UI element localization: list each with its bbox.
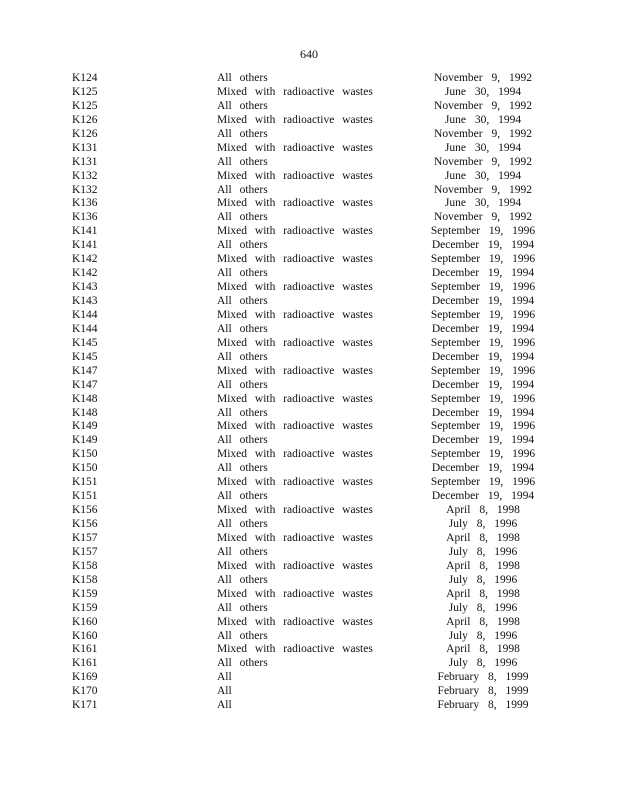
effective-date: December 19, 1994 xyxy=(431,434,535,447)
effective-date: December 19, 1994 xyxy=(431,462,535,475)
waste-subcategory: Mixed with radioactive wastes xyxy=(217,336,373,349)
effective-date: April 8, 1998 xyxy=(446,615,520,628)
effective-date: December 19, 1994 xyxy=(431,239,535,252)
table-row xyxy=(0,420,618,434)
waste-code: K142 xyxy=(72,267,98,280)
effective-date: December 19, 1994 xyxy=(431,322,535,335)
waste-code: K136 xyxy=(72,211,98,224)
waste-code: K147 xyxy=(72,378,98,391)
waste-subcategory: All others xyxy=(217,72,268,84)
waste-subcategory: All xyxy=(217,671,232,684)
effective-date: December 19, 1994 xyxy=(431,378,535,391)
table-row xyxy=(0,337,618,351)
effective-date: June 30, 1994 xyxy=(444,197,522,210)
table-row xyxy=(0,518,618,532)
effective-date: December 19, 1994 xyxy=(431,406,535,419)
waste-subcategory: Mixed with radioactive wastes xyxy=(217,504,373,517)
waste-subcategory: All others xyxy=(217,183,268,196)
waste-code: K131 xyxy=(72,155,98,168)
table-row xyxy=(0,630,618,644)
waste-code: K145 xyxy=(72,336,98,349)
waste-subcategory: All others xyxy=(217,462,268,475)
waste-subcategory: All others xyxy=(217,211,268,224)
effective-date: December 19, 1994 xyxy=(431,490,535,503)
table-row xyxy=(0,142,618,156)
waste-subcategory: All others xyxy=(217,127,268,140)
waste-code: K158 xyxy=(72,559,98,572)
waste-subcategory: All others xyxy=(217,629,268,642)
waste-subcategory: All xyxy=(217,699,232,712)
table-row xyxy=(0,462,618,476)
waste-subcategory: Mixed with radioactive wastes xyxy=(217,225,373,238)
waste-code: K161 xyxy=(72,657,98,670)
waste-subcategory: All others xyxy=(217,573,268,586)
waste-code: K149 xyxy=(72,434,98,447)
effective-date: April 8, 1998 xyxy=(446,643,520,656)
waste-code: K151 xyxy=(72,476,98,489)
waste-subcategory: Mixed with radioactive wastes xyxy=(217,364,373,377)
waste-code: K142 xyxy=(72,253,98,266)
waste-subcategory: Mixed with radioactive wastes xyxy=(217,281,373,294)
effective-date: December 19, 1994 xyxy=(431,295,535,307)
waste-code: K148 xyxy=(72,392,98,405)
effective-date: July 8, 1996 xyxy=(448,629,518,642)
waste-subcategory: Mixed with radioactive wastes xyxy=(217,615,373,628)
effective-date: September 19, 1996 xyxy=(430,253,536,266)
waste-subcategory: Mixed with radioactive wastes xyxy=(217,141,373,154)
table-row xyxy=(0,309,618,323)
table-row xyxy=(0,393,618,407)
table-row xyxy=(0,197,618,211)
table-row xyxy=(0,170,618,184)
effective-date: July 8, 1996 xyxy=(448,545,518,558)
table-row xyxy=(0,379,618,393)
table-row xyxy=(0,699,618,713)
effective-date: September 19, 1996 xyxy=(430,308,536,321)
effective-date: September 19, 1996 xyxy=(430,476,536,489)
effective-date: April 8, 1998 xyxy=(446,587,520,600)
waste-subcategory: Mixed with radioactive wastes xyxy=(217,587,373,600)
effective-date: February 8, 1999 xyxy=(437,699,529,712)
waste-code: K169 xyxy=(72,671,98,684)
table-row xyxy=(0,546,618,560)
table-row xyxy=(0,448,618,462)
waste-code: K144 xyxy=(72,322,98,335)
waste-subcategory: All xyxy=(217,685,232,698)
effective-date: June 30, 1994 xyxy=(444,141,522,154)
waste-code: K124 xyxy=(72,72,98,84)
waste-code: K145 xyxy=(72,350,98,363)
waste-subcategory: All others xyxy=(217,239,268,252)
effective-date: September 19, 1996 xyxy=(430,336,536,349)
table-row xyxy=(0,560,618,574)
effective-date: July 8, 1996 xyxy=(448,518,518,530)
waste-subcategory: Mixed with radioactive wastes xyxy=(217,448,373,461)
table-row xyxy=(0,114,618,128)
waste-code: K150 xyxy=(72,448,98,461)
waste-code: K147 xyxy=(72,364,98,377)
waste-subcategory: Mixed with radioactive wastes xyxy=(217,308,373,321)
effective-date: November 9, 1992 xyxy=(434,127,532,140)
waste-code: K151 xyxy=(72,490,98,503)
table-row xyxy=(0,434,618,448)
effective-date: November 9, 1992 xyxy=(434,183,532,196)
table-row xyxy=(0,602,618,616)
waste-code: K171 xyxy=(72,699,98,712)
waste-subcategory: All others xyxy=(217,490,268,503)
waste-code: K125 xyxy=(72,99,98,112)
effective-date: November 9, 1992 xyxy=(434,211,532,224)
table-row xyxy=(0,156,618,170)
table-row xyxy=(0,643,618,657)
table-row xyxy=(0,490,618,504)
effective-date: September 19, 1996 xyxy=(430,420,536,433)
effective-date: September 19, 1996 xyxy=(430,448,536,461)
table-row xyxy=(0,239,618,253)
waste-subcategory: All others xyxy=(217,350,268,363)
waste-code: K150 xyxy=(72,462,98,475)
effective-date: July 8, 1996 xyxy=(448,657,518,670)
waste-code: K149 xyxy=(72,420,98,433)
table-row xyxy=(0,267,618,281)
effective-date: April 8, 1998 xyxy=(446,504,520,517)
waste-code: K125 xyxy=(72,85,98,98)
waste-subcategory: Mixed with radioactive wastes xyxy=(217,85,373,98)
effective-date: June 30, 1994 xyxy=(444,85,522,98)
table-row xyxy=(0,351,618,365)
effective-date: June 30, 1994 xyxy=(444,169,522,182)
waste-code: K132 xyxy=(72,169,98,182)
waste-code: K143 xyxy=(72,281,98,294)
table-row xyxy=(0,72,618,86)
effective-date: July 8, 1996 xyxy=(448,573,518,586)
table-row xyxy=(0,253,618,267)
waste-code: K131 xyxy=(72,141,98,154)
effective-date: September 19, 1996 xyxy=(430,364,536,377)
effective-date: February 8, 1999 xyxy=(437,671,529,684)
waste-subcategory: Mixed with radioactive wastes xyxy=(217,113,373,126)
waste-subcategory: Mixed with radioactive wastes xyxy=(217,531,373,544)
waste-subcategory: Mixed with radioactive wastes xyxy=(217,643,373,656)
waste-code: K161 xyxy=(72,643,98,656)
effective-date: June 30, 1994 xyxy=(444,113,522,126)
waste-code: K126 xyxy=(72,127,98,140)
waste-code: K148 xyxy=(72,406,98,419)
waste-code: K157 xyxy=(72,545,98,558)
waste-subcategory: All others xyxy=(217,378,268,391)
effective-date: April 8, 1998 xyxy=(446,559,520,572)
waste-code: K160 xyxy=(72,629,98,642)
waste-code: K156 xyxy=(72,518,98,530)
effective-date: September 19, 1996 xyxy=(430,225,536,238)
table-row xyxy=(0,365,618,379)
table-row xyxy=(0,281,618,295)
waste-subcategory: All others xyxy=(217,155,268,168)
waste-subcategory: All others xyxy=(217,295,268,307)
waste-subcategory: All others xyxy=(217,518,268,530)
waste-subcategory: All others xyxy=(217,99,268,112)
waste-subcategory: All others xyxy=(217,267,268,280)
waste-subcategory: Mixed with radioactive wastes xyxy=(217,559,373,572)
table-row xyxy=(0,407,618,421)
effective-date: November 9, 1992 xyxy=(434,155,532,168)
page-number: 640 xyxy=(300,47,318,61)
waste-subcategory: All others xyxy=(217,406,268,419)
table-row xyxy=(0,100,618,114)
waste-subcategory: All others xyxy=(217,545,268,558)
table-row xyxy=(0,574,618,588)
effective-date: December 19, 1994 xyxy=(431,267,535,280)
waste-code: K170 xyxy=(72,685,98,698)
waste-code-table xyxy=(0,72,618,713)
table-row xyxy=(0,504,618,518)
table-row xyxy=(0,225,618,239)
waste-code: K158 xyxy=(72,573,98,586)
table-row xyxy=(0,532,618,546)
effective-date: February 8, 1999 xyxy=(437,685,529,698)
waste-subcategory: All others xyxy=(217,657,268,670)
waste-code: K144 xyxy=(72,308,98,321)
waste-subcategory: Mixed with radioactive wastes xyxy=(217,253,373,266)
table-row xyxy=(0,323,618,337)
effective-date: April 8, 1998 xyxy=(446,531,520,544)
table-row xyxy=(0,588,618,602)
table-row xyxy=(0,184,618,198)
waste-subcategory: All others xyxy=(217,601,268,614)
table-row xyxy=(0,671,618,685)
waste-code: K159 xyxy=(72,601,98,614)
waste-code: K143 xyxy=(72,295,98,307)
waste-code: K141 xyxy=(72,239,98,252)
waste-code: K132 xyxy=(72,183,98,196)
effective-date: July 8, 1996 xyxy=(448,601,518,614)
table-row xyxy=(0,657,618,671)
table-row xyxy=(0,211,618,225)
waste-subcategory: All others xyxy=(217,434,268,447)
effective-date: November 9, 1992 xyxy=(434,99,532,112)
waste-code: K126 xyxy=(72,113,98,126)
table-row xyxy=(0,685,618,699)
table-row xyxy=(0,616,618,630)
table-row xyxy=(0,295,618,309)
waste-subcategory: Mixed with radioactive wastes xyxy=(217,197,373,210)
waste-subcategory: Mixed with radioactive wastes xyxy=(217,392,373,405)
waste-code: K141 xyxy=(72,225,98,238)
table-row xyxy=(0,128,618,142)
waste-subcategory: All others xyxy=(217,322,268,335)
effective-date: September 19, 1996 xyxy=(430,281,536,294)
table-row xyxy=(0,476,618,490)
waste-subcategory: Mixed with radioactive wastes xyxy=(217,476,373,489)
waste-subcategory: Mixed with radioactive wastes xyxy=(217,420,373,433)
waste-code: K157 xyxy=(72,531,98,544)
waste-subcategory: Mixed with radioactive wastes xyxy=(217,169,373,182)
waste-code: K160 xyxy=(72,615,98,628)
waste-code: K136 xyxy=(72,197,98,210)
table-row xyxy=(0,86,618,100)
effective-date: December 19, 1994 xyxy=(431,350,535,363)
waste-code: K156 xyxy=(72,504,98,517)
effective-date: September 19, 1996 xyxy=(430,392,536,405)
effective-date: November 9, 1992 xyxy=(434,72,532,84)
waste-code: K159 xyxy=(72,587,98,600)
